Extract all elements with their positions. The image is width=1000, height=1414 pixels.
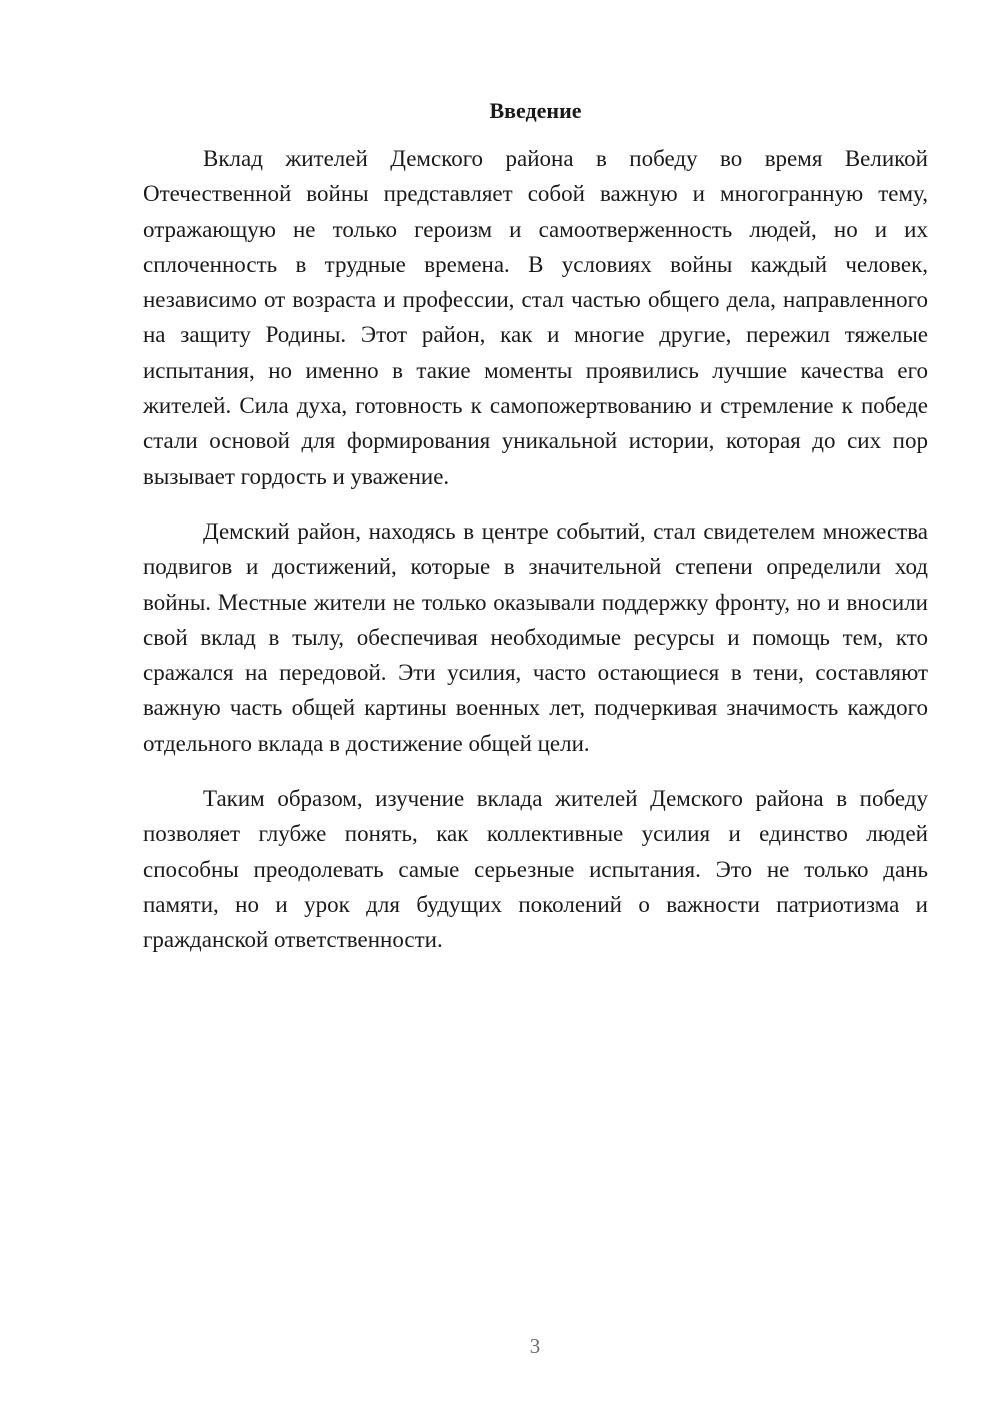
paragraph-1: Вклад жителей Демского района в победу во время Великой Отечественной войны представляет собой важную и многогранную тему, отражающую не только героизм и самоотверженность людей, но и их сплоченность в трудные времена. В условиях войны каждый человек, независимо от возраста и профессии, стал частью общего дела, направленного на защиту Родины. Этот район, как и многие другие, пережил тяжелые испытания, но именно в такие моменты проявились лучшие качества его жителей. Сила духа, готовность к самопожертвованию и стремление к победе стали основой для формирования уникальной истории, которая до сих пор вызывает гордость и уважение. — [143, 146, 928, 489]
section-heading: Введение — [489, 98, 582, 123]
paragraph-2: Демский район, находясь в центре событий, стал свидетелем множества подвигов и достижений, которые в значительной степени определили ход войны. Местные жители не только оказывали поддержку фронту, но и вносили свой вклад в тылу, обеспечивая необходимые ресурсы и помощь тем, кто сражался на передовой. Эти усилия, часто остающиеся в тени, составляют важную часть общей картины военных лет, подчеркивая значимость каждого отдельного вклада в достижение общей цели. — [143, 518, 928, 756]
page-number: 3 — [529, 1334, 541, 1358]
body-text — [143, 141, 928, 978]
paragraph-3: Таким образом, изучение вклада жителей Демского района в победу позволяет глубже понять, как коллективные усилия и единство людей способны преодолевать самые серьезные испытания. Это не только дань памяти, но и урок для будущих поколений о важности патриотизма и гражданской ответственности. — [143, 786, 928, 953]
